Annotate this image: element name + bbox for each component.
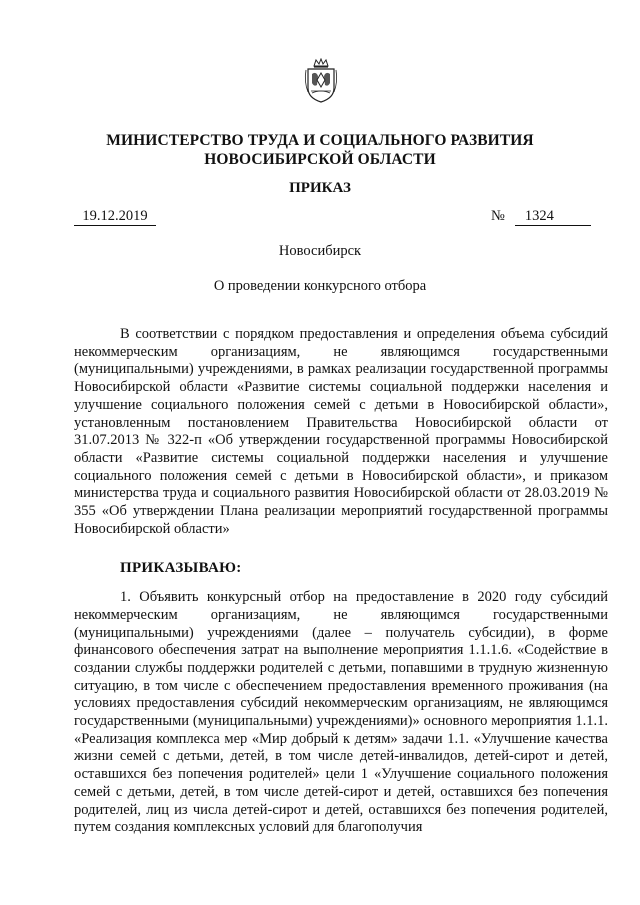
item-1-paragraph: 1. Объявить конкурсный отбор на предоставление в 2020 году субсидий некоммерческим организациям, не являющимся государственными (муниципальными) учреждениями (далее – получатель субсидии), в форме финансового обеспечения затрат на выполнение мероприятия 1.1.1.6. «Содействие в создании службы поддержки родителей с детьми, попавшими в трудную жизненную ситуацию, в том числе с обеспечением предоставления временного проживания (на условиях предоставления субсидий некоммерческим организациям, не являющимся государственными (муниципальными) учреждениями)» основного мероприятия 1.1.1. «Реализация комплекса мер «Мир добрый к детям» задачи 1.1. «Улучшение качества жизни семей с детьми, детей, в том числе детей-инвалидов, детей-сирот и детей, оставшихся без попечения родителей» цели 1 «Улучшение социального положения семей с детьми, детей, в том числе детей-сирот и детей, оставшихся без попечения родителей, лиц из числа детей-сирот и детей, оставшихся без попечения родителей, путем создания комплексных условий для благополучия [74, 589, 608, 836]
order-word: ПРИКАЗЫВАЮ: [120, 560, 242, 577]
document-date: 19.12.2019 [74, 208, 156, 226]
document-type: ПРИКАЗ [289, 180, 351, 196]
document-subject: О проведении конкурсного отбора [213, 278, 427, 294]
document-body [74, 326, 608, 837]
ministry-line-1: МИНИСТЕРСТВО ТРУДА И СОЦИАЛЬНОГО РАЗВИТИЯ [106, 132, 534, 149]
document-number-block [491, 208, 591, 226]
preamble-paragraph: В соответствии с порядком предоставления и определения объема субсидий некоммерческим организациям, не являющимся государственными (муниципальными) учреждениями, в рамках реализации государственной программы Новосибирской области «Развитие системы социальной поддержки населения и улучшение социального положения семей с детьми в Новосибирской области», установленным постановлением Правительства Новосибирской области от 31.07.2013 № 322-п «Об утверждении государственной программы Новосибирской области «Развитие системы социальной поддержки населения и улучшение социального положения семей с детьми в Новосибирской области», и приказом министерства труда и социального развития Новосибирской области от 28.03.2019 № 355 «Об утверждении Плана реализации мероприятий государственной программы Новосибирской области» [74, 326, 608, 537]
ministry-name [0, 131, 640, 169]
number-sign: № [491, 208, 505, 224]
city: Новосибирск [278, 243, 362, 259]
document-number: 1324 [515, 208, 591, 226]
coat-of-arms-icon [303, 58, 339, 104]
ministry-line-2: НОВОСИБИРСКОЙ ОБЛАСТИ [204, 151, 436, 168]
